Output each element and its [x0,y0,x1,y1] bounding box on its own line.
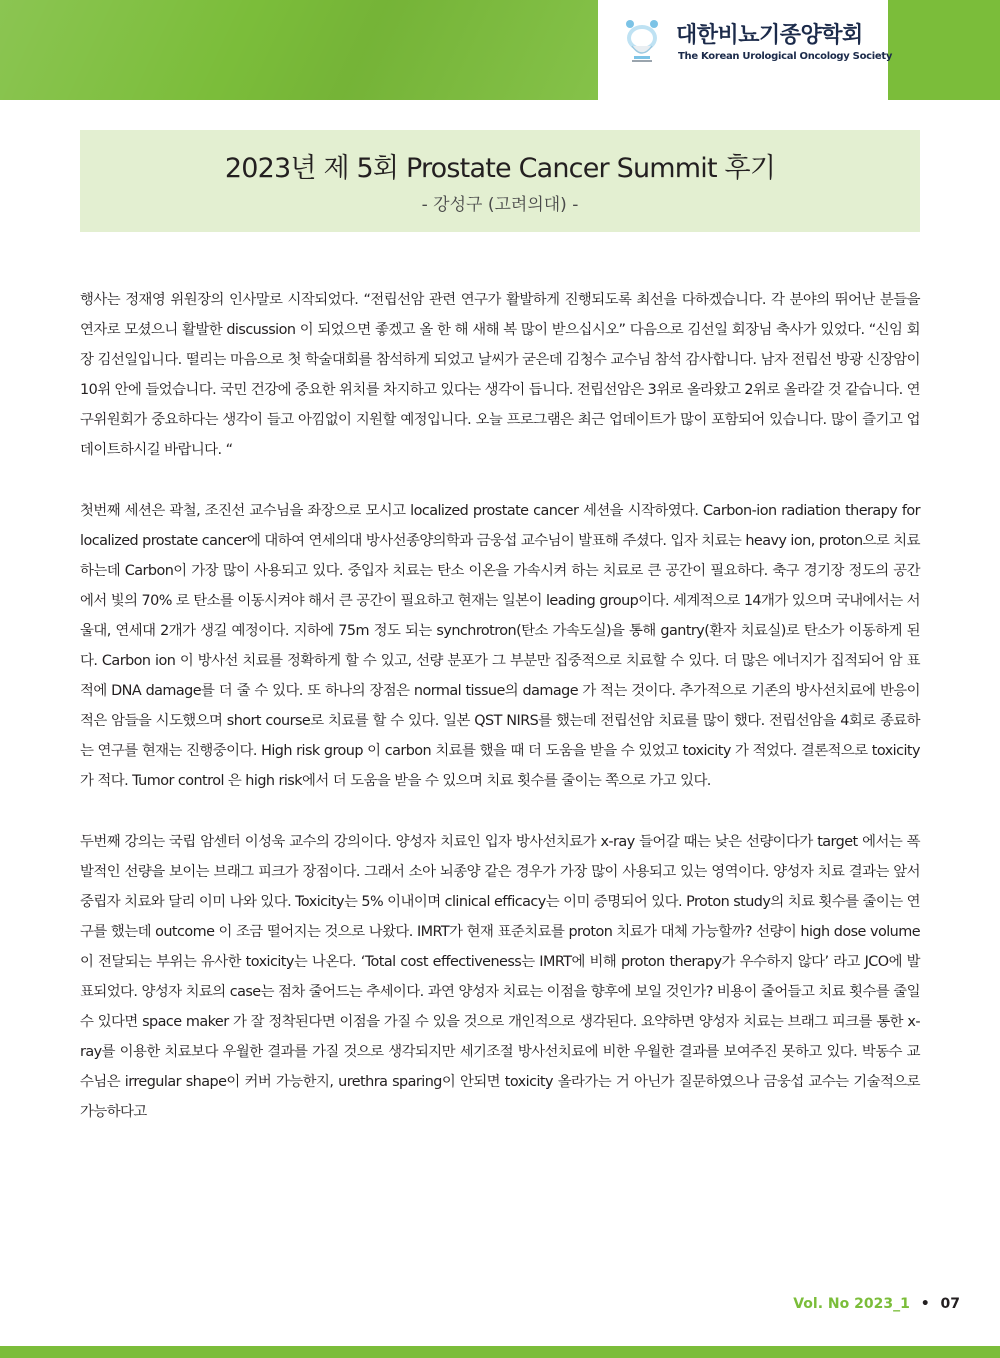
footer-separator: • [920,1296,930,1312]
page-footer [700,1296,960,1312]
article-title: 2023년 제 5회 Prostate Cancer Summit 후기 [224,153,776,184]
footer-band [0,1346,1000,1358]
page-number: 07 [940,1296,960,1312]
article-body [80,285,920,1158]
society-name: 대한비뇨기종양학회 [676,23,863,48]
header-band-shade [0,0,600,100]
paragraph-opening: 행사는 정재영 위원장의 인사말로 시작되었다. “전립선암 관련 연구가 활발하게 진행되도록 최선을 다하겠습니다. 각 분야의 뛰어난 분들을 연자로 모셨으니 활발한 discussion 이 되었으면 좋겠고 올 한 해 새해 복 많이 받으십시오” 다음으로 김선일 회장님 축사가 있었다. “신임 회장 김선일입니다. 떨리는 마음으로 첫 학술대회를 참석하게 되었고 날씨가 굳은데 김청수 교수님 참석 감사합니다. 남자 전립선 방광 신장암이 10위 안에 들었습니다. 국민 건강에 중요한 위치를 차지하고 있다는 생각이 듭니다. 전립선암은 3위로 올라왔고 2위로 올라갈 것 같습니다. 연구위원회가 중요하다는 생각이 들고 아낌없이 지원할 예정입니다. 오늘 프로그램은 최근 업데이트가 많이 포함되어 있습니다. 많이 즐기고 업데이트하시길 바랍니다. “ [80,292,920,458]
article-title-box [80,130,920,232]
paragraph-second-lecture: 두번째 강의는 국립 암센터 이성욱 교수의 강의이다. 양성자 치료인 입자 방사선치료가 x-ray 들어갈 때는 낮은 선량이다가 target 에서는 폭발적인 선량을 보이는 브래그 피크가 장점이다. 그래서 소아 뇌종양 같은 경우가 가장 많이 사용되고 있는 영역이다. 양성자 치료 결과는 앞서 중립자 치료와 달리 이미 나와 있다. Toxicity는 5% 이내이며 clinical efficacy는 이미 증명되어 있다. Proton study의 치료 횟수를 줄이는 연구를 했는데 outcome 이 조금 떨어지는 것으로 나왔다. IMRT가 현재 표준치료를 proton 치료가 대체 가능할까? 선량이 high dose volume 이 전달되는 부위는 유사한 toxicity는 나온다. ‘Total cost effectiveness는 IMRT에 비해 proton therapy가 우수하지 않다’ 라고 JCO에 발표되었다. 양성자 치료의 case는 점차 줄어드는 추세이다. 과연 양성자 치료는 이점을 향후에 보일 것인가? 비용이 줄어들고 치료 횟수를 줄일 수 있다면 space maker 가 잘 정착된다면 이점을 가질 수 있을 것으로 개인적으로 생각된다. 요약하면 양성자 치료는 브래그 피크를 통한 x-ray를 이용한 치료보다 우월한 결과를 가질 것으로 생각되지만 세기조절 방사선치료에 비한 우월한 결과를 보여주진 못하고 있다. 박동수 교수님은 irregular shape이 커버 가능한지, urethra sparing이 안되면 toxicity 올라가는 거 아닌가 질문하였으나 금웅섭 교수는 기술적으로 가능하다고 [80,834,920,1120]
paragraph-first-session: 첫번째 세션은 곽철, 조진선 교수님을 좌장으로 모시고 localized prostate cancer 세션을 시작하였다. Carbon-ion radiation therapy for localized prostate cancer에 대하여 연세의대 방사선종양의학과 금웅섭 교수님이 발표해 주셨다. 입자 치료는 heavy ion, proton으로 치료하는데 Carbon이 가장 많이 사용되고 있다. 중입자 치료는 탄소 이온을 가속시켜 하는 치료로 큰 공간이 필요하다. 축구 경기장 정도의 공간에서 빛의 70% 로 탄소를 이동시켜야 해서 큰 공간이 필요하고 현재는 일본이 leading group이다. 세계적으로 14개가 있으며 국내에서는 서울대, 연세대 2개가 생길 예정이다. 지하에 75m 정도 되는 synchrotron(탄소 가속도실)을 통해 gantry(환자 치료실)로 탄소가 이동하게 된다. Carbon ion 이 방사선 치료를 정확하게 할 수 있고, 선량 분포가 그 부분만 집중적으로 치료할 수 있다. 더 많은 에너지가 집적되어 암 표적에 DNA damage를 더 줄 수 있다. 또 하나의 장점은 normal tissue의 damage 가 적는 것이다. 추가적으로 기존의 방사선치료에 반응이 적은 암들을 시도했으며 short course로 치료를 할 수 있다. 일본 QST NIRS를 했는데 전립선암 치료를 많이 했다. 전립선암을 4회로 종료하는 연구를 현재는 진행중이다. High risk group 이 carbon 치료를 했을 때 더 도움을 받을 수 있었고 toxicity 가 적었다. 결론적으로 toxicity 가 적다. Tumor control 은 high risk에서 더 도움을 받을 수 있으며 치료 횟수를 줄이는 쪽으로 가고 있다. [80,503,920,789]
society-logo-box [598,0,893,100]
society-english-name: The Korean Urological Oncology Society [678,51,893,62]
article-author: - 강성구 (고려의대) - [421,195,579,215]
society-mascot-icon [620,16,664,64]
volume-label: Vol. No 2023_1 [793,1296,910,1312]
